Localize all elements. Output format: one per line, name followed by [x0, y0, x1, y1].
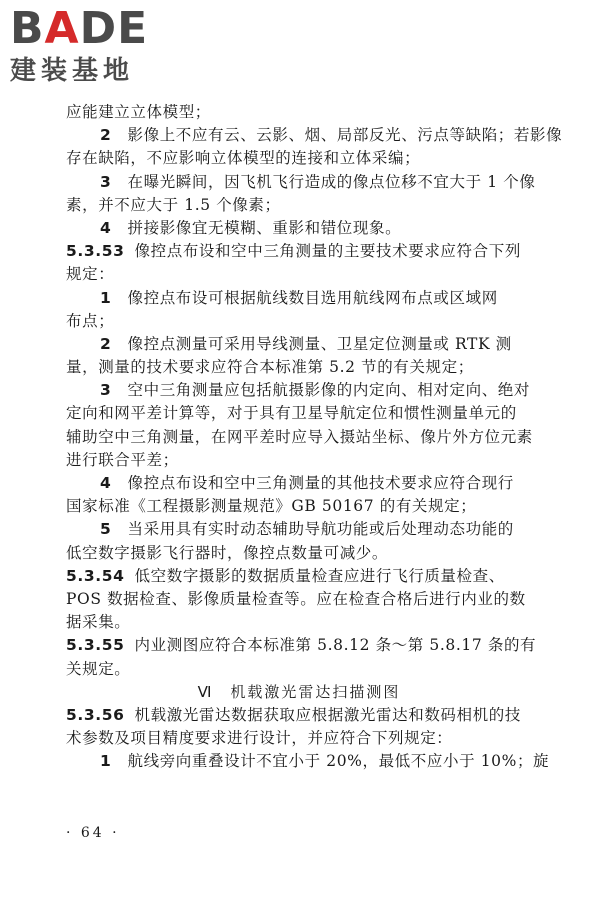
text-line: 据采集。 [66, 613, 131, 632]
text-line: 进行联合平差； [66, 450, 179, 469]
item-number: 4 [100, 474, 112, 492]
clause-line: 5.3.56 机载激光雷达数据获取应根据激光雷达和数码相机的技 [66, 705, 521, 724]
list-item: 5 当采用具有实时动态辅助导航功能或后处理动态功能的 [100, 520, 514, 539]
page-body [66, 101, 563, 773]
clause-number: 5.3.53 [66, 242, 125, 261]
list-item: 3 在曝光瞬间，因飞机飞行造成的像点位移不宜大于 1 个像 [100, 172, 536, 191]
text-line: 低空数字摄影飞行器时，像控点数量可减少。 [66, 543, 389, 562]
clause-line: 5.3.55 内业测图应符合本标准第 5.8.12 条～第 5.8.17 条的有 [66, 636, 537, 655]
text-line: 素，并不应大于 1.5 个像素； [66, 195, 281, 214]
text-line: 辅助空中三角测量，在网平差时应导入摄站坐标、像片外方位元素 [66, 427, 533, 446]
list-item: 2 影像上不应有云、云影、烟、局部反光、污点等缺陷；若影像 [100, 126, 563, 145]
item-number: 1 [100, 288, 112, 307]
logo-subtitle: 建装基地 [10, 56, 135, 86]
text-line: 关规定。 [66, 659, 131, 678]
item-number: 3 [100, 172, 112, 191]
logo-wordmark: BADE [10, 3, 149, 54]
clause-line: 5.3.54 低空数字摄影的数据质量检查应进行飞行质量检查、 [66, 566, 505, 585]
text-line: 定向和网平差计算等，对于具有卫星导航定位和惯性测量单元的 [66, 404, 517, 423]
list-item: 2 像控点测量可采用导线测量、卫星定位测量或 RTK 测 [100, 334, 512, 353]
item-number: 3 [100, 381, 112, 400]
list-item: 1 航线旁向重叠设计不宜小于 20%，最低不应小于 10%；旋 [100, 752, 550, 771]
text-line: 国家标准《工程摄影测量规范》GB 50167 的有关规定； [66, 497, 477, 516]
list-item: 4 像控点布设和空中三角测量的其他技术要求应符合现行 [100, 474, 514, 492]
clause-line: 5.3.53 像控点布设和空中三角测量的主要技术要求应符合下列 [66, 242, 521, 261]
text-line: 存在缺陷，不应影响立体模型的连接和立体采编； [66, 149, 421, 168]
item-number: 1 [100, 752, 112, 771]
item-number: 2 [100, 334, 112, 353]
text-line: POS 数据检查、影像质量检查等。应在检查合格后进行内业的数 [66, 589, 526, 608]
logo-accent-letter: A [44, 3, 80, 54]
section-heading: Ⅵ 机载激光雷达扫描测图 [197, 682, 401, 701]
item-number: 4 [100, 218, 112, 237]
list-item: 1 像控点布设可根据航线数目选用航线网布点或区域网 [100, 288, 498, 307]
page-number: · 64 · [66, 825, 120, 841]
list-item: 3 空中三角测量应包括航摄影像的内定向、相对定向、绝对 [100, 381, 531, 400]
item-number: 5 [100, 520, 112, 539]
clause-number: 5.3.54 [66, 566, 125, 585]
text-line: 应能建立立体模型； [66, 103, 211, 121]
text-line: 术参数及项目精度要求进行设计，并应符合下列规定： [66, 729, 453, 748]
list-item: 4 拼接影像宜无模糊、重影和错位现象。 [100, 218, 402, 237]
text-line: 布点； [66, 311, 115, 330]
clause-number: 5.3.55 [66, 636, 125, 655]
text-line: 规定： [66, 265, 115, 284]
clause-number: 5.3.56 [66, 705, 125, 724]
bade-logo [8, 4, 178, 90]
text-line: 量，测量的技术要求应符合本标准第 5.2 节的有关规定； [66, 358, 474, 377]
item-number: 2 [100, 126, 112, 145]
